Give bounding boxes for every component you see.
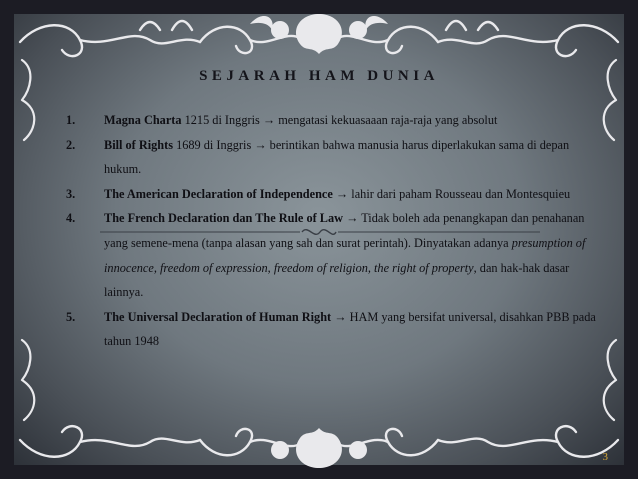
arrow-right-icon: → [335,186,349,201]
item-number: 1. [66,113,76,127]
item-number: 2. [66,137,76,152]
item-heading: Magna Charta [104,113,182,127]
item-italic-text: presumption of innocence, freedom of expression, freedom of religion, the right of property [104,235,586,275]
item-heading: The Universal Declaration of Human Right [104,309,332,324]
top-center-crest [250,14,388,54]
arrow-right-icon: → [334,309,347,324]
slide-title: SEJARAH HAM DUNIA [199,68,439,84]
list-item [0,206,600,304]
item-text: berintikan bahwa manusia harus diperlakukan sama di depan hukum. [104,137,570,177]
item-number: 5. [66,309,76,324]
item-number: 4. [66,211,76,226]
list-item [0,133,600,182]
item-text: 1689 di Inggris [173,137,255,152]
item-text: Tidak boleh ada penangkapan dan penahanan yang semene-mena (tanpa alasan yang sah dan surat perintah). Dinyatakan adanya [104,211,585,250]
arrow-right-icon: → [254,137,267,152]
item-heading: The French Declaration dan The Rule of Law [104,211,343,226]
item-text: mengatasi kekuasaaan raja-raja yang absolut [275,113,498,127]
item-heading: Bill of Rights [104,137,174,152]
arrow-right-icon: → [346,211,359,226]
list-item [0,108,600,133]
list-item [0,182,600,207]
page-number: 3 [602,451,608,463]
list-item [0,305,600,354]
slide-content [0,108,600,354]
item-heading: The American Declaration of Independence [104,186,333,201]
item-text: lahir dari paham Rousseau dan Montesquieu [348,186,571,201]
item-text: , dan hak-hak dasar lainnya. [104,260,570,300]
item-text: HAM yang bersifat universal, disahkan PBB pada tahun 1948 [104,309,596,349]
bottom-center-crest [271,428,367,468]
item-number: 3. [66,186,76,201]
arrow-right-icon: → [262,113,276,127]
item-text: 1215 di Inggris [181,113,263,127]
